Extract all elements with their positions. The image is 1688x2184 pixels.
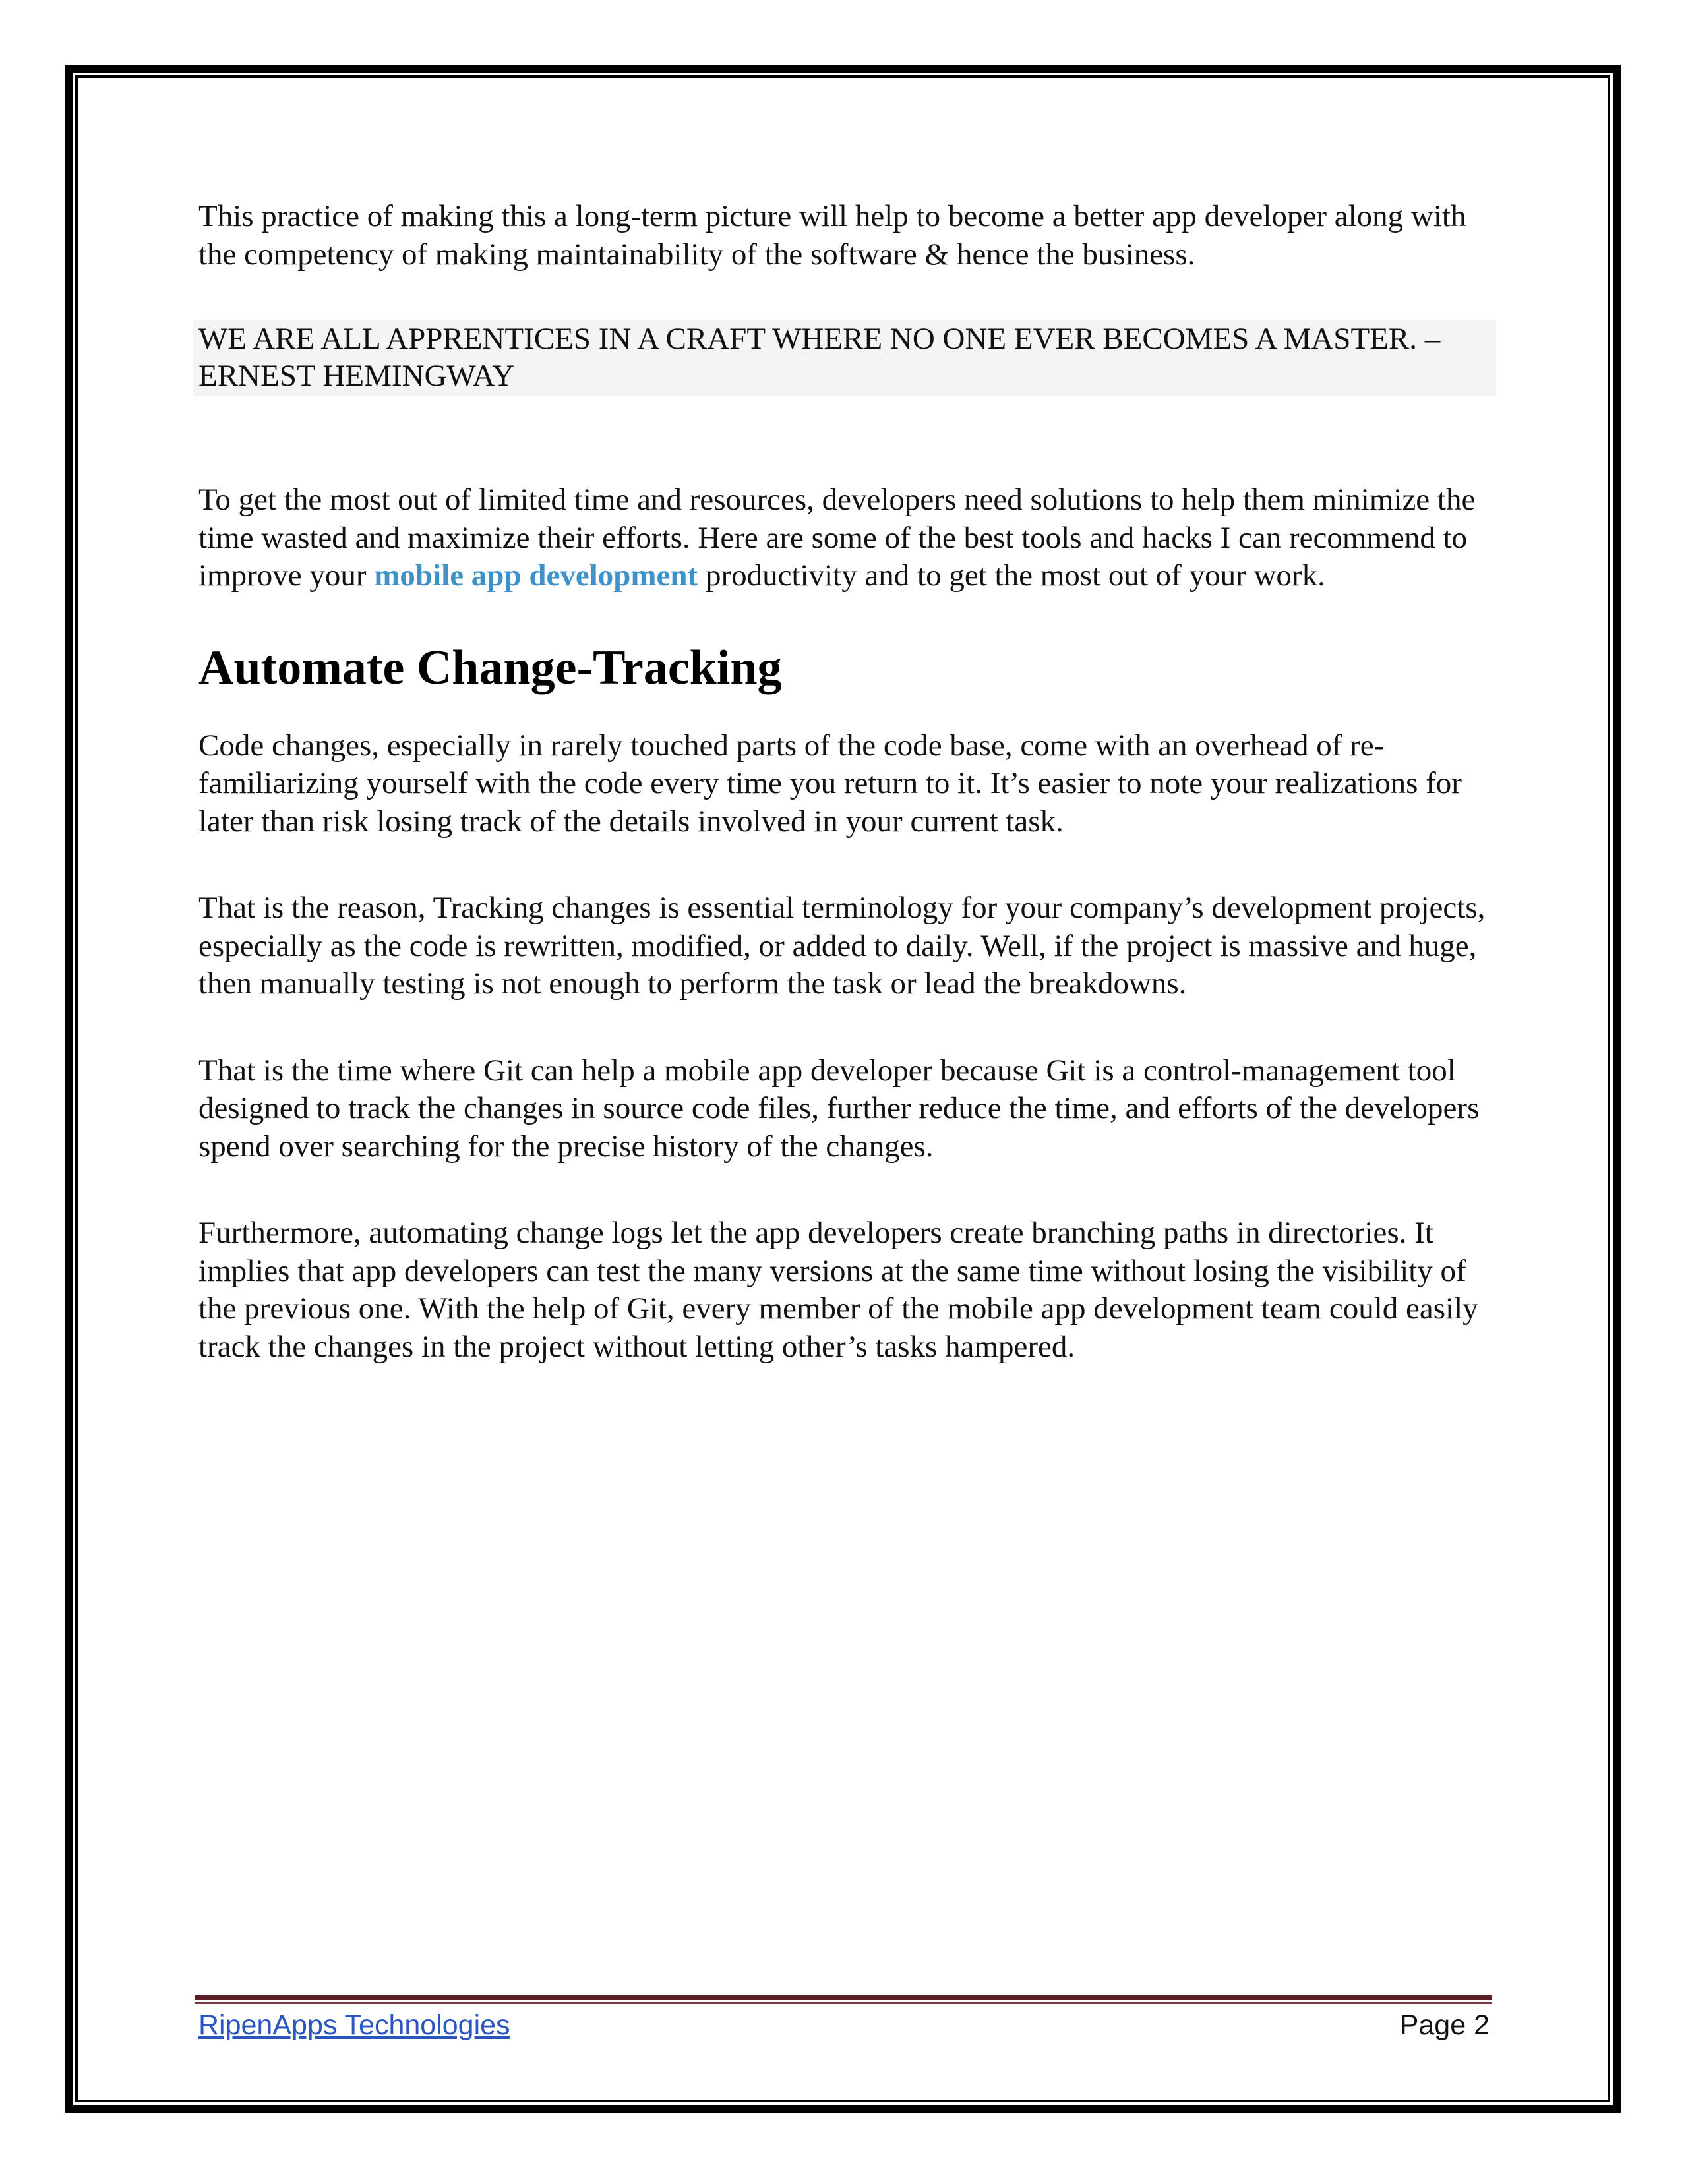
page-footer — [198, 2005, 1490, 2045]
paragraph-intro: This practice of making this a long-term picture will help to become a better app developer along with the competency of making maintainability of the software & hence the business. — [198, 199, 1466, 272]
section-heading: Automate Change-Tracking — [198, 640, 782, 695]
quote-text: WE ARE ALL APPRENTICES IN A CRAFT WHERE NO ONE EVER BECOMES A MASTER. – ERNEST HEMINGWAY — [198, 322, 1441, 393]
quote-block — [193, 320, 1496, 396]
paragraph-tools-text-start: To get the most out of limited time and resources, developers need solutions to help them minimize the time wasted and maximize their efforts. Here are some of the best tools and hacks I can recommend to improve your — [198, 483, 1476, 593]
paragraph-tools — [198, 481, 1491, 595]
mobile-app-development-link[interactable]: mobile app development — [374, 558, 698, 593]
document-body — [198, 198, 1491, 1366]
footer-page-number: Page 2 — [1399, 2009, 1490, 2041]
paragraph-automating-logs: Furthermore, automating change logs let the app developers create branching paths in directories. It implies that app developers can test the many versions at the same time without losing the visibility of the previous one. With the help of Git, every member of the mobile app development team could easily track the changes in the project without letting other’s tasks hampered. — [198, 1216, 1478, 1364]
paragraph-git: That is the time where Git can help a mobile app developer because Git is a control-management tool designed to track the changes in source code files, further reduce the time, and efforts of the developers spend over searching for the precise history of the changes. — [198, 1053, 1480, 1164]
paragraph-code-changes: Code changes, especially in rarely touched parts of the code base, come with an overhead of re-familiarizing yourself with the code every time you return to it. It’s easier to note your realizations for later than risk losing track of the details involved in your current task. — [198, 728, 1462, 839]
footer-rule — [195, 1995, 1492, 2004]
footer-company-link[interactable]: RipenApps Technologies — [198, 2009, 510, 2041]
paragraph-tools-text-end: productivity and to get the most out of your work. — [698, 558, 1325, 593]
paragraph-tracking-changes: That is the reason, Tracking changes is essential terminology for your company’s development projects, especially as the code is rewritten, modified, or added to daily. Well, if the project is massive and huge, then manually testing is not enough to perform the task or lead the breakdowns. — [198, 891, 1486, 1001]
